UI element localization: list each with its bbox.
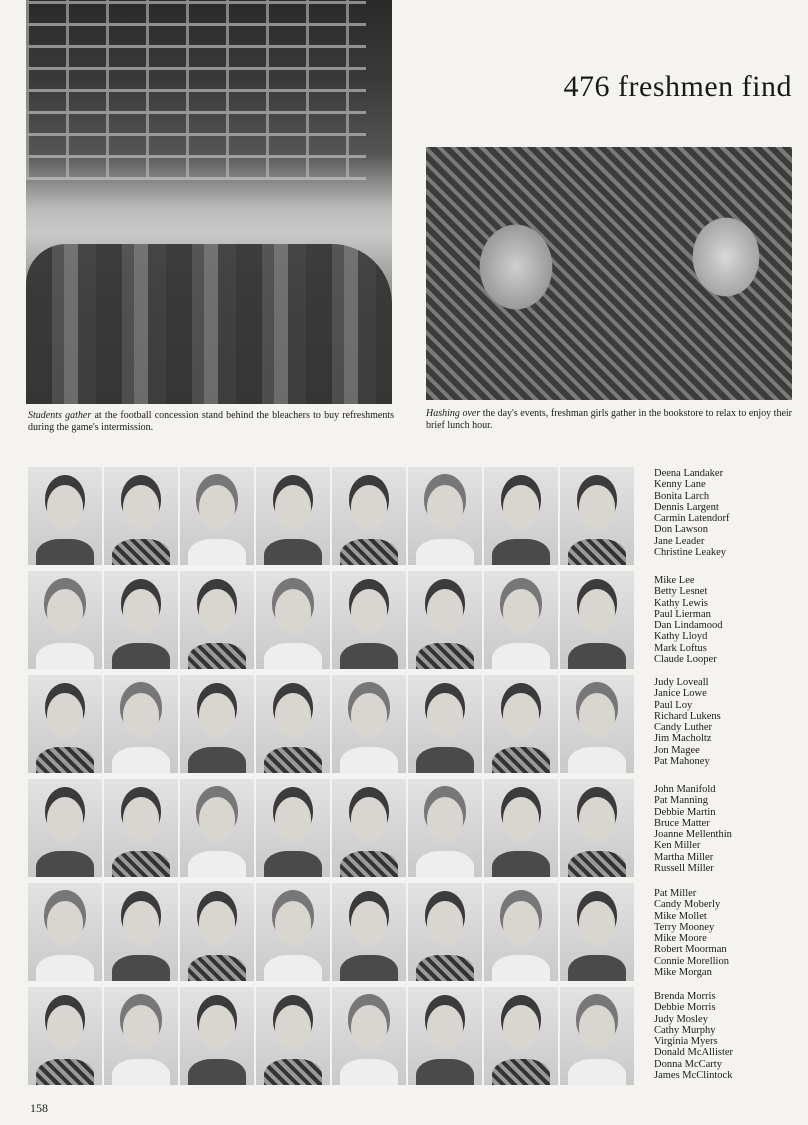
student-name: John Manifold (654, 784, 716, 795)
caption-lead: Hashing over (426, 408, 481, 419)
student-portrait (104, 675, 178, 773)
page-number: 158 (30, 1101, 48, 1115)
student-portrait (484, 571, 558, 669)
student-portrait (256, 987, 330, 1085)
student-portrait (408, 987, 482, 1085)
student-name: Dan Lindamood (654, 620, 723, 632)
student-name: Cathy Murphy (654, 1024, 716, 1036)
student-portrait (408, 571, 482, 669)
student-portrait (104, 883, 178, 981)
student-name: Claude Looper (654, 654, 717, 666)
concession-stand-photo (26, 0, 392, 404)
student-name: Mike Lee (654, 575, 695, 586)
caption-lead: Students gather (28, 410, 92, 421)
student-portrait (332, 779, 406, 877)
student-portrait (180, 779, 254, 877)
student-portrait (28, 779, 102, 877)
name-list-row-5 (654, 888, 804, 978)
page-heading: 476 freshmen find (563, 70, 792, 103)
student-name: Candy Luther (654, 722, 713, 734)
name-list-row-4 (654, 784, 804, 874)
student-portrait (28, 883, 102, 981)
student-portrait (104, 779, 178, 877)
bookstore-photo (426, 147, 792, 400)
student-portrait (180, 467, 254, 565)
student-name: Carmin Latendorf (654, 513, 730, 525)
student-portrait (332, 571, 406, 669)
student-portrait (104, 467, 178, 565)
student-portrait (408, 675, 482, 773)
student-portrait (408, 779, 482, 877)
student-portrait (484, 987, 558, 1085)
student-portrait (332, 675, 406, 773)
student-name: Judy Loveall (654, 677, 709, 688)
student-portrait (180, 571, 254, 669)
caption-bookstore (426, 408, 792, 432)
student-portrait (408, 883, 482, 981)
student-name: Brenda Morris (654, 991, 716, 1002)
student-name: Don Lawson (654, 524, 708, 536)
name-list-row-6 (654, 991, 804, 1081)
student-name: Kathy Lewis (654, 597, 708, 609)
student-name: Mike Mollet (654, 910, 707, 922)
student-portrait (28, 467, 102, 565)
student-portrait (332, 467, 406, 565)
student-name: Jon Magee (654, 744, 700, 756)
student-portrait (560, 779, 634, 877)
student-name: Candy Moberly (654, 899, 721, 911)
name-list-row-3 (654, 677, 804, 767)
name-list-row-2 (654, 575, 804, 665)
student-name: Joanne Mellenthin (654, 829, 732, 841)
caption-text: at the football concession stand behind the bleachers to buy refreshments during the game's intermission. (28, 410, 394, 433)
student-name: Russell Miller (654, 863, 714, 875)
student-name: Kathy Lloyd (654, 631, 708, 643)
student-name: Bonita Larch (654, 490, 710, 502)
student-portrait (560, 675, 634, 773)
portrait-grid (28, 467, 634, 1085)
student-portrait (484, 779, 558, 877)
student-name: Connie Morellion (654, 955, 729, 967)
student-name: Deena Landaker (654, 468, 724, 479)
student-portrait (104, 987, 178, 1085)
student-portrait (28, 675, 102, 773)
student-name: Richard Lukens (654, 710, 721, 722)
student-portrait (560, 467, 634, 565)
student-portrait (28, 987, 102, 1085)
student-name: Robert Moorman (654, 944, 727, 956)
student-portrait (256, 675, 330, 773)
student-name: Jane Leader (654, 535, 705, 547)
student-portrait (28, 571, 102, 669)
student-name: Betty Lesnet (654, 586, 708, 598)
student-name: Pat Mahoney (654, 756, 710, 768)
student-portrait (332, 987, 406, 1085)
caption-text: the day's events, freshman girls gather in the bookstore to relax to enjoy their brief lunch hour. (426, 408, 792, 431)
student-name: Mike Morgan (654, 967, 712, 979)
name-list-row-1 (654, 468, 804, 558)
student-portrait (560, 571, 634, 669)
student-name: Mike Moore (654, 933, 707, 945)
student-name: Mark Loftus (654, 642, 707, 654)
student-name: Pat Miller (654, 888, 697, 899)
student-name: Donna McCarty (654, 1058, 722, 1070)
student-name: Judy Mosley (654, 1013, 708, 1025)
student-name: Christine Leakey (654, 547, 727, 559)
student-portrait (256, 883, 330, 981)
student-name: Martha Miller (654, 851, 714, 863)
student-portrait (560, 883, 634, 981)
student-portrait (180, 675, 254, 773)
student-name: Terry Mooney (654, 921, 715, 933)
student-name: Paul Lierman (654, 608, 711, 620)
student-name: Bruce Matter (654, 817, 710, 829)
student-name: Janice Lowe (654, 688, 707, 700)
student-name: Paul Loy (654, 699, 693, 711)
student-name: James McClintock (654, 1070, 733, 1082)
student-name: Kenny Lane (654, 479, 706, 491)
student-portrait (560, 987, 634, 1085)
student-name: Virginia Myers (654, 1036, 718, 1048)
student-name: Debbie Martin (654, 806, 716, 818)
student-portrait (180, 883, 254, 981)
student-portrait (484, 467, 558, 565)
student-name: Debbie Morris (654, 1002, 716, 1014)
student-portrait (104, 571, 178, 669)
student-portrait (256, 467, 330, 565)
caption-concession (28, 410, 394, 434)
student-name: Ken Miller (654, 840, 701, 852)
student-portrait (256, 571, 330, 669)
student-name: Donald McAllister (654, 1047, 734, 1059)
student-portrait (408, 467, 482, 565)
student-name: Pat Manning (654, 795, 708, 807)
student-portrait (180, 987, 254, 1085)
student-name: Jim Macholtz (654, 733, 712, 745)
student-portrait (332, 883, 406, 981)
student-portrait (256, 779, 330, 877)
student-portrait (484, 883, 558, 981)
student-name: Dennis Largent (654, 501, 719, 513)
student-portrait (484, 675, 558, 773)
